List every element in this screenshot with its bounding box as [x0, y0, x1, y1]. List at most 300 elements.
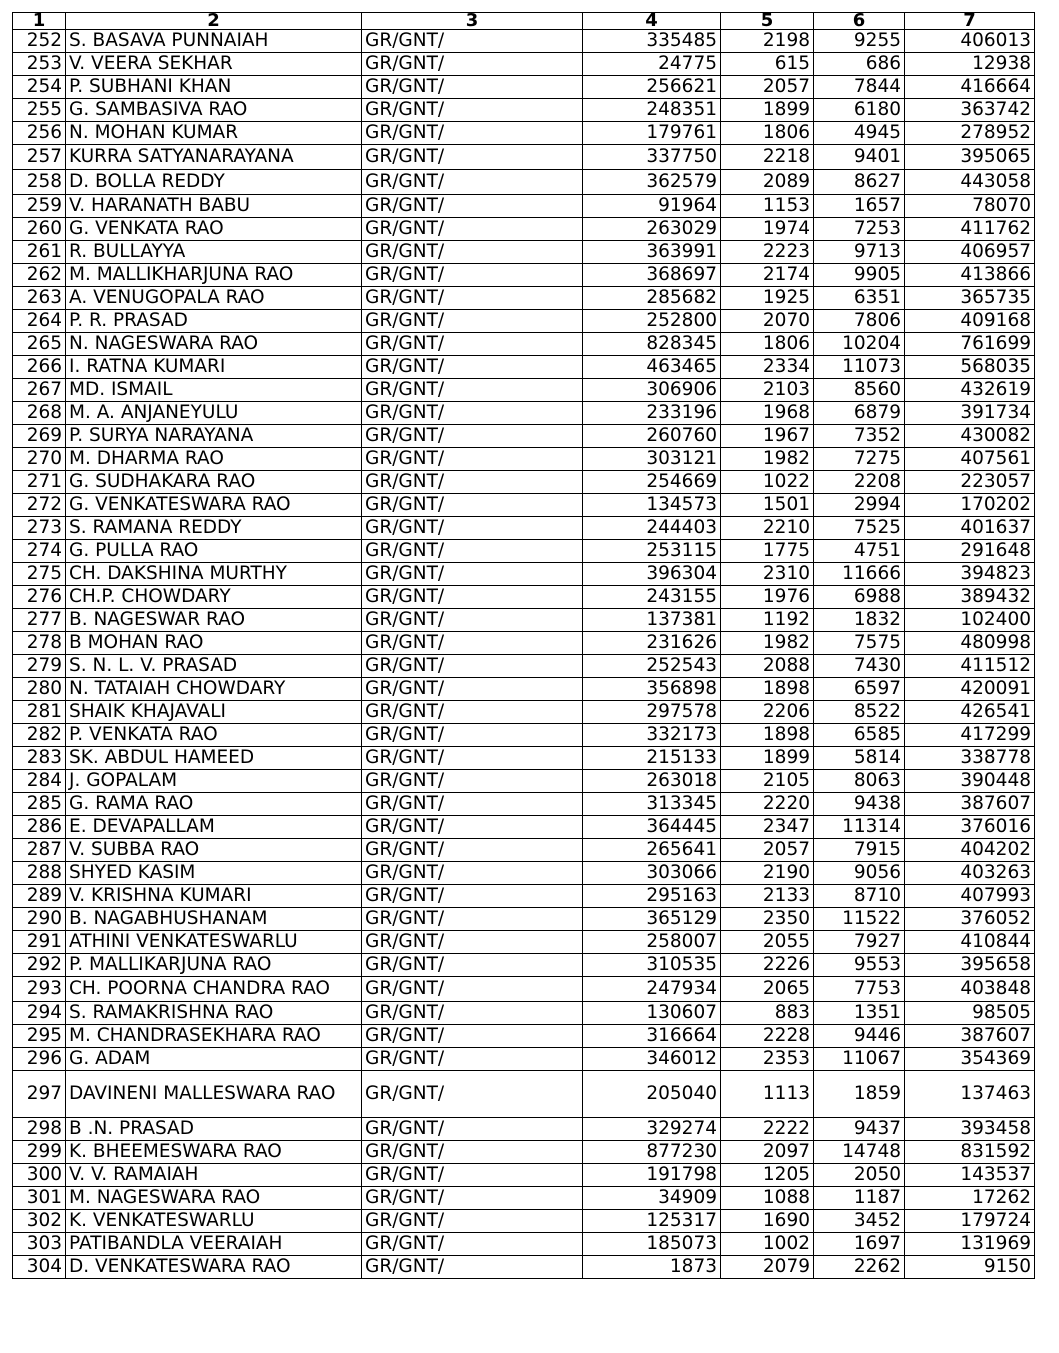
- name-cell: S. RAMANA REDDY: [66, 517, 362, 540]
- serial-number-cell: 272: [13, 494, 66, 517]
- value-6-cell: 7753: [814, 977, 905, 1002]
- table-row: [13, 747, 1035, 770]
- value-5-cell: 1925: [721, 287, 814, 310]
- serial-number-cell: 294: [13, 1002, 66, 1025]
- name-cell: I. RATNA KUMARI: [66, 356, 362, 379]
- value-5-cell: 1898: [721, 678, 814, 701]
- serial-number-cell: 257: [13, 145, 66, 170]
- table-row: [13, 816, 1035, 839]
- value-6-cell: 7927: [814, 931, 905, 954]
- value-5-cell: 2070: [721, 310, 814, 333]
- header-row: [13, 13, 1035, 30]
- name-cell: R. BULLAYYA: [66, 241, 362, 264]
- value-5-cell: 2218: [721, 145, 814, 170]
- value-6-cell: 9446: [814, 1025, 905, 1048]
- table-row: [13, 1233, 1035, 1256]
- name-cell: G. SAMBASIVA RAO: [66, 99, 362, 122]
- value-7-cell: 394823: [905, 563, 1035, 586]
- name-cell: V. KRISHNA KUMARI: [66, 885, 362, 908]
- value-6-cell: 7806: [814, 310, 905, 333]
- value-7-cell: 411512: [905, 655, 1035, 678]
- serial-number-cell: 293: [13, 977, 66, 1002]
- value-6-cell: 2262: [814, 1256, 905, 1279]
- value-5-cell: 2089: [721, 170, 814, 195]
- value-4-cell: 335485: [583, 30, 721, 53]
- value-6-cell: 6879: [814, 402, 905, 425]
- serial-number-cell: 261: [13, 241, 66, 264]
- value-5-cell: 883: [721, 1002, 814, 1025]
- table-row: [13, 1025, 1035, 1048]
- table-row: [13, 379, 1035, 402]
- table-row: [13, 1164, 1035, 1187]
- name-cell: N. NAGESWARA RAO: [66, 333, 362, 356]
- serial-number-cell: 295: [13, 1025, 66, 1048]
- value-5-cell: 2105: [721, 770, 814, 793]
- value-5-cell: 1002: [721, 1233, 814, 1256]
- serial-number-cell: 260: [13, 218, 66, 241]
- name-cell: P. VENKATA RAO: [66, 724, 362, 747]
- value-5-cell: 1976: [721, 586, 814, 609]
- reference-cell: GR/GNT/: [362, 517, 583, 540]
- value-4-cell: 337750: [583, 145, 721, 170]
- value-4-cell: 24775: [583, 53, 721, 76]
- table-row: [13, 356, 1035, 379]
- value-4-cell: 252800: [583, 310, 721, 333]
- table-row: [13, 310, 1035, 333]
- reference-cell: GR/GNT/: [362, 170, 583, 195]
- value-7-cell: 403263: [905, 862, 1035, 885]
- value-4-cell: 313345: [583, 793, 721, 816]
- name-cell: CH.P. CHOWDARY: [66, 586, 362, 609]
- name-cell: G. ADAM: [66, 1048, 362, 1071]
- name-cell: V. HARANATH BABU: [66, 195, 362, 218]
- value-6-cell: 7575: [814, 632, 905, 655]
- value-7-cell: 409168: [905, 310, 1035, 333]
- name-cell: G. VENKATA RAO: [66, 218, 362, 241]
- name-cell: SHAIK KHAJAVALI: [66, 701, 362, 724]
- value-5-cell: 2079: [721, 1256, 814, 1279]
- name-cell: G. PULLA RAO: [66, 540, 362, 563]
- reference-cell: GR/GNT/: [362, 1164, 583, 1187]
- value-4-cell: 285682: [583, 287, 721, 310]
- reference-cell: GR/GNT/: [362, 862, 583, 885]
- serial-number-cell: 259: [13, 195, 66, 218]
- value-6-cell: 9438: [814, 793, 905, 816]
- value-5-cell: 2057: [721, 76, 814, 99]
- reference-cell: GR/GNT/: [362, 99, 583, 122]
- value-6-cell: 4751: [814, 540, 905, 563]
- name-cell: K. VENKATESWARLU: [66, 1210, 362, 1233]
- value-4-cell: 130607: [583, 1002, 721, 1025]
- value-7-cell: 406013: [905, 30, 1035, 53]
- name-cell: SHYED KASIM: [66, 862, 362, 885]
- reference-cell: GR/GNT/: [362, 448, 583, 471]
- table-row: [13, 287, 1035, 310]
- serial-number-cell: 265: [13, 333, 66, 356]
- value-6-cell: 6988: [814, 586, 905, 609]
- value-4-cell: 362579: [583, 170, 721, 195]
- name-cell: V. SUBBA RAO: [66, 839, 362, 862]
- value-4-cell: 91964: [583, 195, 721, 218]
- value-7-cell: 387607: [905, 793, 1035, 816]
- reference-cell: GR/GNT/: [362, 494, 583, 517]
- value-6-cell: 7253: [814, 218, 905, 241]
- value-4-cell: 231626: [583, 632, 721, 655]
- name-cell: SK. ABDUL HAMEED: [66, 747, 362, 770]
- value-7-cell: 406957: [905, 241, 1035, 264]
- value-6-cell: 7525: [814, 517, 905, 540]
- table-row: [13, 76, 1035, 99]
- value-6-cell: 11067: [814, 1048, 905, 1071]
- value-5-cell: 1192: [721, 609, 814, 632]
- value-4-cell: 356898: [583, 678, 721, 701]
- table-row: [13, 839, 1035, 862]
- reference-cell: GR/GNT/: [362, 333, 583, 356]
- serial-number-cell: 303: [13, 1233, 66, 1256]
- reference-cell: GR/GNT/: [362, 1256, 583, 1279]
- value-4-cell: 253115: [583, 540, 721, 563]
- value-5-cell: 615: [721, 53, 814, 76]
- reference-cell: GR/GNT/: [362, 770, 583, 793]
- name-cell: B. NAGABHUSHANAM: [66, 908, 362, 931]
- reference-cell: GR/GNT/: [362, 678, 583, 701]
- value-5-cell: 2228: [721, 1025, 814, 1048]
- table-row: [13, 517, 1035, 540]
- column-header: 6: [814, 13, 905, 30]
- serial-number-cell: 266: [13, 356, 66, 379]
- value-5-cell: 2220: [721, 793, 814, 816]
- value-4-cell: 364445: [583, 816, 721, 839]
- value-7-cell: 137463: [905, 1071, 1035, 1118]
- value-7-cell: 407561: [905, 448, 1035, 471]
- reference-cell: GR/GNT/: [362, 885, 583, 908]
- value-7-cell: 170202: [905, 494, 1035, 517]
- table-row: [13, 540, 1035, 563]
- reference-cell: GR/GNT/: [362, 793, 583, 816]
- value-4-cell: 346012: [583, 1048, 721, 1071]
- value-7-cell: 131969: [905, 1233, 1035, 1256]
- value-7-cell: 393458: [905, 1118, 1035, 1141]
- reference-cell: GR/GNT/: [362, 310, 583, 333]
- value-5-cell: 2055: [721, 931, 814, 954]
- reference-cell: GR/GNT/: [362, 218, 583, 241]
- name-cell: D. VENKATESWARA RAO: [66, 1256, 362, 1279]
- value-7-cell: 291648: [905, 540, 1035, 563]
- reference-cell: GR/GNT/: [362, 471, 583, 494]
- value-6-cell: 1187: [814, 1187, 905, 1210]
- table-row: [13, 122, 1035, 145]
- serial-number-cell: 286: [13, 816, 66, 839]
- serial-number-cell: 280: [13, 678, 66, 701]
- value-7-cell: 9150: [905, 1256, 1035, 1279]
- value-6-cell: 9713: [814, 241, 905, 264]
- value-4-cell: 244403: [583, 517, 721, 540]
- value-7-cell: 354369: [905, 1048, 1035, 1071]
- value-6-cell: 1697: [814, 1233, 905, 1256]
- name-cell: P. R. PRASAD: [66, 310, 362, 333]
- table-row: [13, 862, 1035, 885]
- table-row: [13, 448, 1035, 471]
- value-7-cell: 416664: [905, 76, 1035, 99]
- reference-cell: GR/GNT/: [362, 1002, 583, 1025]
- value-4-cell: 303121: [583, 448, 721, 471]
- name-cell: J. GOPALAM: [66, 770, 362, 793]
- reference-cell: GR/GNT/: [362, 379, 583, 402]
- value-5-cell: 1806: [721, 333, 814, 356]
- value-7-cell: 143537: [905, 1164, 1035, 1187]
- reference-cell: GR/GNT/: [362, 1048, 583, 1071]
- value-7-cell: 391734: [905, 402, 1035, 425]
- table-row: [13, 1071, 1035, 1118]
- reference-cell: GR/GNT/: [362, 425, 583, 448]
- value-4-cell: 185073: [583, 1233, 721, 1256]
- value-6-cell: 5814: [814, 747, 905, 770]
- value-6-cell: 9553: [814, 954, 905, 977]
- value-6-cell: 10204: [814, 333, 905, 356]
- name-cell: M. CHANDRASEKHARA RAO: [66, 1025, 362, 1048]
- name-cell: A. VENUGOPALA RAO: [66, 287, 362, 310]
- reference-cell: GR/GNT/: [362, 287, 583, 310]
- reference-cell: GR/GNT/: [362, 402, 583, 425]
- reference-cell: GR/GNT/: [362, 76, 583, 99]
- value-4-cell: 877230: [583, 1141, 721, 1164]
- serial-number-cell: 255: [13, 99, 66, 122]
- value-7-cell: 98505: [905, 1002, 1035, 1025]
- serial-number-cell: 278: [13, 632, 66, 655]
- reference-cell: GR/GNT/: [362, 1118, 583, 1141]
- value-6-cell: 6180: [814, 99, 905, 122]
- value-7-cell: 401637: [905, 517, 1035, 540]
- value-6-cell: 3452: [814, 1210, 905, 1233]
- name-cell: V. VEERA SEKHAR: [66, 53, 362, 76]
- value-4-cell: 205040: [583, 1071, 721, 1118]
- serial-number-cell: 290: [13, 908, 66, 931]
- value-5-cell: 1899: [721, 99, 814, 122]
- value-4-cell: 248351: [583, 99, 721, 122]
- name-cell: E. DEVAPALLAM: [66, 816, 362, 839]
- value-4-cell: 297578: [583, 701, 721, 724]
- value-7-cell: 410844: [905, 931, 1035, 954]
- value-6-cell: 11666: [814, 563, 905, 586]
- value-7-cell: 12938: [905, 53, 1035, 76]
- value-6-cell: 9056: [814, 862, 905, 885]
- name-cell: B. NAGESWAR RAO: [66, 609, 362, 632]
- value-4-cell: 191798: [583, 1164, 721, 1187]
- table-row: [13, 1187, 1035, 1210]
- value-5-cell: 1775: [721, 540, 814, 563]
- serial-number-cell: 256: [13, 122, 66, 145]
- value-6-cell: 9255: [814, 30, 905, 53]
- value-4-cell: 179761: [583, 122, 721, 145]
- column-header: 1: [13, 13, 66, 30]
- value-6-cell: 6597: [814, 678, 905, 701]
- serial-number-cell: 302: [13, 1210, 66, 1233]
- name-cell: P. SURYA NARAYANA: [66, 425, 362, 448]
- value-4-cell: 247934: [583, 977, 721, 1002]
- table-row: [13, 241, 1035, 264]
- value-5-cell: 2065: [721, 977, 814, 1002]
- serial-number-cell: 264: [13, 310, 66, 333]
- value-5-cell: 2206: [721, 701, 814, 724]
- name-cell: CH. DAKSHINA MURTHY: [66, 563, 362, 586]
- value-6-cell: 4945: [814, 122, 905, 145]
- serial-number-cell: 274: [13, 540, 66, 563]
- value-7-cell: 417299: [905, 724, 1035, 747]
- value-6-cell: 7844: [814, 76, 905, 99]
- column-header: 7: [905, 13, 1035, 30]
- table-row: [13, 931, 1035, 954]
- value-6-cell: 2050: [814, 1164, 905, 1187]
- value-6-cell: 7915: [814, 839, 905, 862]
- value-4-cell: 332173: [583, 724, 721, 747]
- reference-cell: GR/GNT/: [362, 839, 583, 862]
- table-row: [13, 632, 1035, 655]
- value-5-cell: 1205: [721, 1164, 814, 1187]
- value-7-cell: 420091: [905, 678, 1035, 701]
- value-5-cell: 2223: [721, 241, 814, 264]
- reference-cell: GR/GNT/: [362, 356, 583, 379]
- reference-cell: GR/GNT/: [362, 655, 583, 678]
- value-4-cell: 329274: [583, 1118, 721, 1141]
- serial-number-cell: 298: [13, 1118, 66, 1141]
- value-5-cell: 1153: [721, 195, 814, 218]
- reference-cell: GR/GNT/: [362, 30, 583, 53]
- value-4-cell: 463465: [583, 356, 721, 379]
- value-6-cell: 9437: [814, 1118, 905, 1141]
- name-cell: V. V. RAMAIAH: [66, 1164, 362, 1187]
- table-row: [13, 1002, 1035, 1025]
- name-cell: K. BHEEMESWARA RAO: [66, 1141, 362, 1164]
- table-row: [13, 954, 1035, 977]
- serial-number-cell: 281: [13, 701, 66, 724]
- value-5-cell: 2334: [721, 356, 814, 379]
- reference-cell: GR/GNT/: [362, 816, 583, 839]
- reference-cell: GR/GNT/: [362, 264, 583, 287]
- value-7-cell: 223057: [905, 471, 1035, 494]
- value-7-cell: 411762: [905, 218, 1035, 241]
- value-6-cell: 6585: [814, 724, 905, 747]
- value-5-cell: 2190: [721, 862, 814, 885]
- reference-cell: GR/GNT/: [362, 609, 583, 632]
- value-7-cell: 390448: [905, 770, 1035, 793]
- name-cell: S. N. L. V. PRASAD: [66, 655, 362, 678]
- serial-number-cell: 282: [13, 724, 66, 747]
- table-row: [13, 195, 1035, 218]
- column-header: 4: [583, 13, 721, 30]
- value-6-cell: 8063: [814, 770, 905, 793]
- value-6-cell: 2994: [814, 494, 905, 517]
- value-5-cell: 2103: [721, 379, 814, 402]
- value-5-cell: 2057: [721, 839, 814, 862]
- value-5-cell: 1898: [721, 724, 814, 747]
- value-5-cell: 2174: [721, 264, 814, 287]
- table-row: [13, 1118, 1035, 1141]
- serial-number-cell: 273: [13, 517, 66, 540]
- value-5-cell: 1982: [721, 632, 814, 655]
- value-7-cell: 376016: [905, 816, 1035, 839]
- value-5-cell: 2310: [721, 563, 814, 586]
- reference-cell: GR/GNT/: [362, 724, 583, 747]
- name-cell: M. A. ANJANEYULU: [66, 402, 362, 425]
- serial-number-cell: 288: [13, 862, 66, 885]
- column-header: 5: [721, 13, 814, 30]
- reference-cell: GR/GNT/: [362, 954, 583, 977]
- table-row: [13, 1048, 1035, 1071]
- value-7-cell: 395065: [905, 145, 1035, 170]
- serial-number-cell: 258: [13, 170, 66, 195]
- value-4-cell: 254669: [583, 471, 721, 494]
- value-6-cell: 7352: [814, 425, 905, 448]
- table-row: [13, 655, 1035, 678]
- column-header: 2: [66, 13, 362, 30]
- name-cell: ATHINI VENKATESWARLU: [66, 931, 362, 954]
- value-6-cell: 14748: [814, 1141, 905, 1164]
- name-cell: B MOHAN RAO: [66, 632, 362, 655]
- name-cell: G. VENKATESWARA RAO: [66, 494, 362, 517]
- reference-cell: GR/GNT/: [362, 632, 583, 655]
- serial-number-cell: 254: [13, 76, 66, 99]
- name-cell: M. NAGESWARA RAO: [66, 1187, 362, 1210]
- reference-cell: GR/GNT/: [362, 241, 583, 264]
- value-6-cell: 2208: [814, 471, 905, 494]
- value-4-cell: 365129: [583, 908, 721, 931]
- table-row: [13, 145, 1035, 170]
- value-5-cell: 2088: [721, 655, 814, 678]
- value-4-cell: 260760: [583, 425, 721, 448]
- table-row: [13, 770, 1035, 793]
- table-row: [13, 724, 1035, 747]
- reference-cell: GR/GNT/: [362, 1025, 583, 1048]
- value-5-cell: 1968: [721, 402, 814, 425]
- table-row: [13, 494, 1035, 517]
- value-4-cell: 134573: [583, 494, 721, 517]
- value-4-cell: 233196: [583, 402, 721, 425]
- serial-number-cell: 283: [13, 747, 66, 770]
- value-7-cell: 407993: [905, 885, 1035, 908]
- value-4-cell: 215133: [583, 747, 721, 770]
- value-7-cell: 389432: [905, 586, 1035, 609]
- value-4-cell: 306906: [583, 379, 721, 402]
- serial-number-cell: 301: [13, 1187, 66, 1210]
- value-7-cell: 404202: [905, 839, 1035, 862]
- value-4-cell: 303066: [583, 862, 721, 885]
- value-7-cell: 102400: [905, 609, 1035, 632]
- reference-cell: GR/GNT/: [362, 1141, 583, 1164]
- table-row: [13, 908, 1035, 931]
- value-6-cell: 7430: [814, 655, 905, 678]
- table-row: [13, 678, 1035, 701]
- name-cell: MD. ISMAIL: [66, 379, 362, 402]
- reference-cell: GR/GNT/: [362, 1071, 583, 1118]
- reference-cell: GR/GNT/: [362, 1187, 583, 1210]
- reference-cell: GR/GNT/: [362, 931, 583, 954]
- serial-number-cell: 268: [13, 402, 66, 425]
- table-row: [13, 793, 1035, 816]
- reference-cell: GR/GNT/: [362, 540, 583, 563]
- table-row: [13, 170, 1035, 195]
- table-row: [13, 218, 1035, 241]
- value-7-cell: 278952: [905, 122, 1035, 145]
- serial-number-cell: 279: [13, 655, 66, 678]
- value-5-cell: 1806: [721, 122, 814, 145]
- value-5-cell: 2198: [721, 30, 814, 53]
- value-5-cell: 1899: [721, 747, 814, 770]
- value-6-cell: 686: [814, 53, 905, 76]
- value-6-cell: 1859: [814, 1071, 905, 1118]
- value-6-cell: 11073: [814, 356, 905, 379]
- table-row: [13, 425, 1035, 448]
- serial-number-cell: 270: [13, 448, 66, 471]
